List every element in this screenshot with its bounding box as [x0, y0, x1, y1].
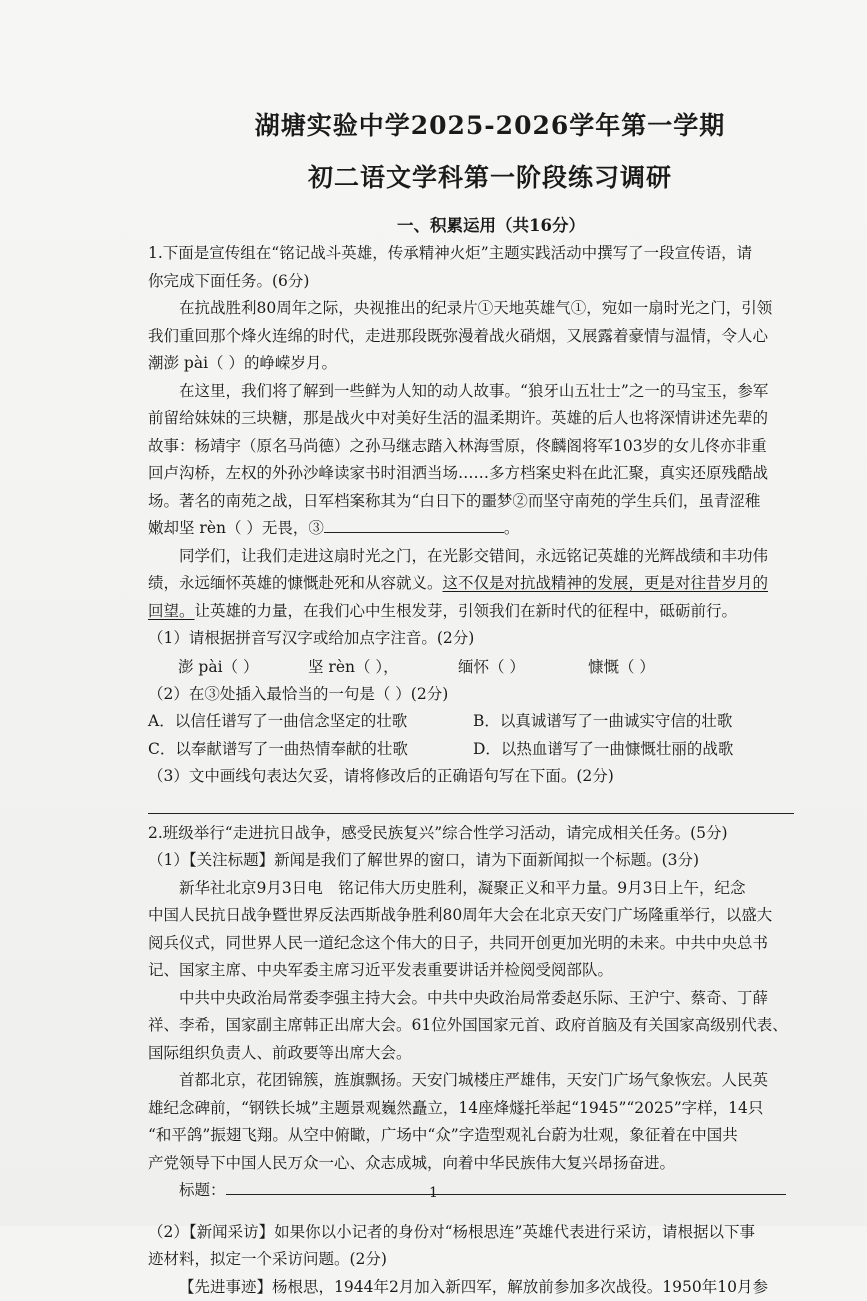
news-para3-line3: “和平鸽”振翅飞翔。从空中俯瞰，广场中“众”字造型观礼台蔚为壮观，象征着在中国共 [148, 1122, 794, 1150]
school-title: 湖塘实验中学2025-2026学年第一学期 [148, 108, 792, 144]
section-heading: 一、积累运用（共16分） [148, 214, 794, 238]
news-para2-line2: 祥、李希，国家副主席韩正出席大会。61位外国国家元首、政府首脑及有关国家高级别代表、 [148, 1012, 794, 1040]
pinyin-item-2[interactable]: 坚 rèn（ ）， [308, 653, 458, 681]
options-row-2 [148, 736, 794, 764]
options-row-1 [148, 708, 794, 736]
q1-para3-line2-text: 绩，永远缅怀英雄的慷慨赴死和从容就义。 [148, 574, 443, 592]
q1-para2-line3: 故事：杨靖宇（原名马尚德）之孙马继志踏入林海雪原，佟麟阁将军103岁的女儿佟亦非重 [148, 433, 794, 461]
pinyin-row [148, 653, 794, 681]
headline-label: 标题： [179, 1181, 226, 1199]
q1-para1-line3: 潮澎 pài（ ）的峥嵘岁月。 [148, 350, 794, 378]
option-b[interactable]: B．以真诚谱写了一曲诚实守信的壮歌 [473, 708, 732, 736]
q2-sub2-line1: （2）【新闻采访】如果你以小记者的身份对“杨根思连”英雄代表进行采访，请根据以下事 [148, 1219, 794, 1247]
q1-para2-line6-end: 。 [504, 519, 520, 537]
pinyin-item-3[interactable]: 缅怀（ ） [458, 653, 588, 681]
q1-para3-line2 [148, 570, 794, 598]
question-1 [148, 240, 794, 814]
news-para1-line2: 中国人民抗日战争暨世界反法西斯战争胜利80周年大会在北京天安门广场隆重举行，以盛大 [148, 902, 794, 930]
q2-sub2-line2: 迹材料，拟定一个采访问题。(2分) [148, 1246, 794, 1274]
news-para1-line1: 新华社北京9月3日电 铭记伟大历史胜利，凝聚正义和平力量。9月3日上午，纪念 [148, 875, 794, 903]
answer-blank-3[interactable] [324, 532, 504, 533]
news-para1-line3: 阅兵仪式，同世界人民一道纪念这个伟大的日子，共同开创更加光明的未来。中共中央总书 [148, 930, 794, 958]
q1-stem-line1: 1.下面是宣传组在“铭记战斗英雄，传承精神火炬”主题实践活动中撰写了一段宣传语，请 [148, 240, 794, 268]
underlined-sentence-part1: 这不仅是对抗战精神的发展，更是对往昔岁月的 [443, 574, 769, 592]
q1-para2-line4: 回卢沟桥，左权的外孙沙峰读家书时泪洒当场……多方档案史料在此汇聚，真实还原残酷战 [148, 460, 794, 488]
option-c[interactable]: C．以奉献谱写了一曲热情奉献的壮歌 [148, 736, 473, 764]
underlined-sentence-part2: 回望。 [148, 602, 195, 620]
news-para3-line4: 产党领导下中国人民万众一心、众志成城，向着中华民族伟大复兴昂扬奋进。 [148, 1150, 794, 1178]
news-para3-line1: 首都北京，花团锦簇，旌旗飘扬。天安门城楼庄严雄伟，天安门广场气象恢宏。人民英 [148, 1067, 794, 1095]
q2-sub1: （1）【关注标题】新闻是我们了解世界的窗口，请为下面新闻拟一个标题。(3分) [148, 847, 794, 875]
question-2 [148, 820, 794, 1301]
page-number: 1 [0, 1185, 867, 1201]
q1-sub1: （1）请根据拼音写汉字或给加点字注音。(2分) [148, 625, 794, 653]
deeds-line: 【先进事迹】杨根思，1944年2月加入新四军，解放前参加多次战役。1950年10月参 [148, 1274, 794, 1301]
q1-sub2: （2）在③处插入最恰当的一句是（ ）(2分) [148, 681, 794, 709]
q1-para2-line6-text: 嫩却坚 rèn（ ）无畏，③ [148, 519, 324, 537]
pinyin-item-1[interactable]: 澎 pài（ ） [178, 653, 308, 681]
option-d[interactable]: D．以热血谱写了一曲慷慨壮丽的战歌 [473, 736, 733, 764]
q1-para2-line5: 场。著名的南苑之战，日军档案称其为“白日下的噩梦②而坚守南苑的学生兵们，虽青涩稚 [148, 488, 794, 516]
header [148, 108, 792, 196]
news-para2-line1: 中共中央政治局常委李强主持大会。中共中央政治局常委赵乐际、王沪宁、蔡奇、丁薛 [148, 985, 794, 1013]
q1-para3-line3 [148, 598, 794, 626]
option-a[interactable]: A．以信任谱写了一曲信念坚定的壮歌 [148, 708, 473, 736]
news-para2-line3: 国际组织负责人、前政要等出席大会。 [148, 1040, 794, 1068]
answer-line-q1-3[interactable] [148, 791, 794, 814]
q1-para2-line1: 在这里，我们将了解到一些鲜为人知的动人故事。“狼牙山五壮士”之一的马宝玉，参军 [148, 378, 794, 406]
q1-para2-line2: 前留给妹妹的三块糖，那是战火中对美好生活的温柔期许。英雄的后人也将深情讲述先辈的 [148, 405, 794, 433]
q1-para3-line3-text: 让英雄的力量，在我们心中生根发芽，引领我们在新时代的征程中，砥砺前行。 [195, 602, 738, 620]
q1-stem-line2: 你完成下面任务。(6分) [148, 268, 794, 296]
q1-para2-line6 [148, 515, 794, 543]
q2-stem: 2.班级举行“走进抗日战争，感受民族复兴”综合性学习活动，请完成相关任务。(5分) [148, 820, 794, 848]
exam-title: 初二语文学科第一阶段练习调研 [148, 160, 792, 196]
news-para1-line4: 记、国家主席、中央军委主席习近平发表重要讲话并检阅受阅部队。 [148, 957, 794, 985]
q1-para3-line1: 同学们，让我们走进这扇时光之门，在光影交错间，永远铭记英雄的光辉战绩和丰功伟 [148, 543, 794, 571]
pinyin-item-4[interactable]: 慷慨（ ） [588, 653, 708, 681]
q1-sub3: （3）文中画线句表达欠妥，请将修改后的正确语句写在下面。(2分) [148, 763, 794, 791]
news-para3-line2: 雄纪念碑前，“钢铁长城”主题景观巍然矗立，14座烽燧托举起“1945”“2025”字样，14只 [148, 1095, 794, 1123]
exam-content [148, 214, 794, 1301]
q1-para1-line1: 在抗战胜利80周年之际，央视推出的纪录片①天地英雄气①，宛如一扇时光之门，引领 [148, 295, 794, 323]
spacer [148, 1205, 794, 1219]
q1-para1-line2: 我们重回那个烽火连绵的时代，走进那段既弥漫着战火硝烟，又展露着豪情与温情，令人心 [148, 323, 794, 351]
